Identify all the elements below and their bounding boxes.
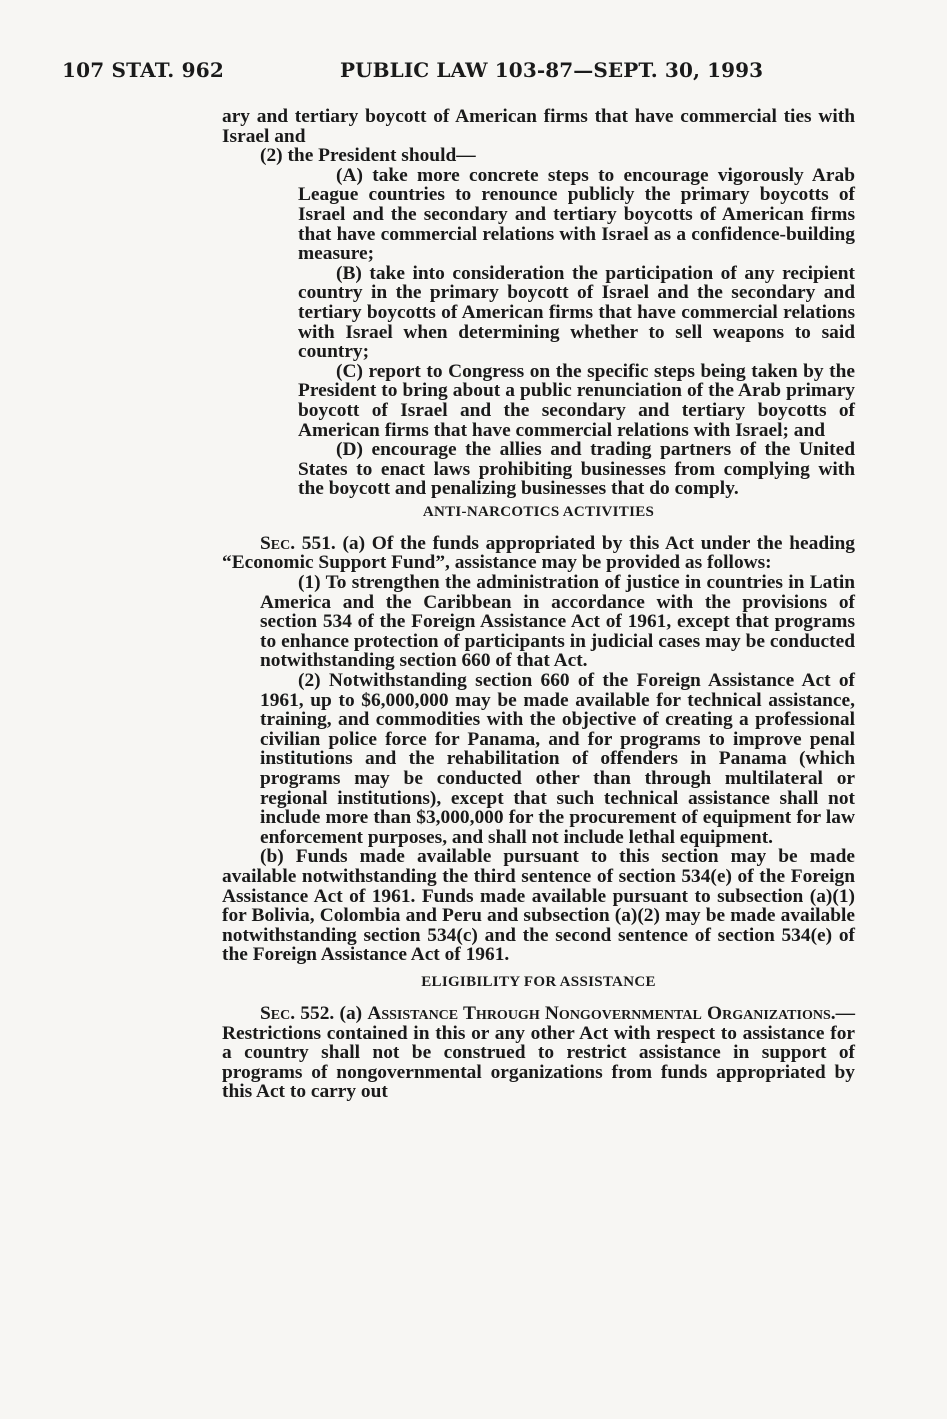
heading-anti-narcotics: ANTI-NARCOTICS ACTIVITIES xyxy=(422,503,655,520)
section-551-label: Sec. 551. xyxy=(260,532,336,554)
section-552-caption: Assistance Through Nongovernmental Organizations. xyxy=(367,1002,836,1024)
section-551-a-1 xyxy=(222,573,855,671)
document-body xyxy=(222,107,855,1102)
section-551-a-1-text: (1) To strengthen the administration of justice in countries in Latin America and the Caribbean in accordance with the provisions of section 534 of the Foreign Assistance Act of 1961, except that programs to enhance protection of participants in judicial cases may be conducted notwithstanding section 660 of that Act. xyxy=(260,572,855,672)
paragraph-2: (2) the President should— xyxy=(260,145,476,167)
section-552-label: Sec. 552. xyxy=(260,1002,335,1024)
section-552-a-marker: (a) xyxy=(339,1002,363,1024)
stat-citation: 107 STAT. 962 xyxy=(62,58,224,82)
heading-eligibility: ELIGIBILITY FOR ASSISTANCE xyxy=(421,973,656,990)
section-551-b: (b) Funds made available pursuant to this section may be made available notwithstanding the third sentence of section 534(e) of the Foreign Assistance Act of 1961. Funds made available pursuant to subsection (a)(1) for Bolivia, Colombia and Peru and subsection (a)(2) may be made available notwithstanding section 534(c) and the second sentence of section 534(e) of the Foreign Assistance Act of 1961. xyxy=(222,846,855,966)
paragraph-D xyxy=(222,440,855,499)
public-law-title: PUBLIC LAW 103-87—SEPT. 30, 1993 xyxy=(340,58,764,82)
section-551-a-text: (a) Of the funds appropriated by this Act under the heading “Economic Support Fund”, assistance may be provided as follows: xyxy=(222,532,855,574)
intro-paragraph: ary and tertiary boycott of American firms that have commercial ties with Israel and xyxy=(222,106,855,147)
section-552-a xyxy=(222,1004,855,1102)
section-551-a-2-text: (2) Notwithstanding section 660 of the Foreign Assistance Act of 1961, up to $6,000,000 may be made available for technical assistance, training, and commodities with the objective of creating a professional civilian police force for Panama, and for programs to improve penal institutions and the rehabilitation of offenders in Panama (which programs may be conducted other than through multilateral or regional institutions), except that such technical assistance shall not include more than $3,000,000 for the procurement of equipment for law enforcement purposes, and shall not include lethal equipment. xyxy=(260,670,855,848)
page-header xyxy=(0,58,947,88)
section-551-a xyxy=(222,534,855,573)
paragraph-C-text: (C) report to Congress on the specific steps being taken by the President to bring about a public renunciation of the Arab primary boycott of Israel and the secondary and tertiary boycotts of American firms that have commercial relations with Israel; and xyxy=(298,360,855,441)
paragraph-A-text: (A) take more concrete steps to encourage vigorously Arab League countries to renounce publicly the primary boycotts of Israel and the secondary and tertiary boycotts of American firms that have commercial relations with Israel as a confidence-building measure; xyxy=(298,164,855,265)
paragraph-B-text: (B) take into consideration the participation of any recipient country in the primary boycott of Israel and the secondary and tertiary boycotts of American firms that have commercial relations with Israel when determining whether to sell weapons to said country; xyxy=(298,262,855,363)
paragraph-D-text: (D) encourage the allies and trading partners of the United States to enact laws prohibiting businesses from complying with the boycott and penalizing businesses that do comply. xyxy=(298,439,855,500)
paragraph-A xyxy=(222,166,855,264)
section-551-a-2 xyxy=(222,671,855,847)
paragraph-C xyxy=(222,362,855,440)
section-552-a-text: —Restrictions contained in this or any other Act with respect to assistance for a country shall not be construed to restrict assistance in support of programs of nongovernmental organizations from funds appropriated by this Act to carry out xyxy=(222,1002,855,1103)
paragraph-B xyxy=(222,264,855,362)
